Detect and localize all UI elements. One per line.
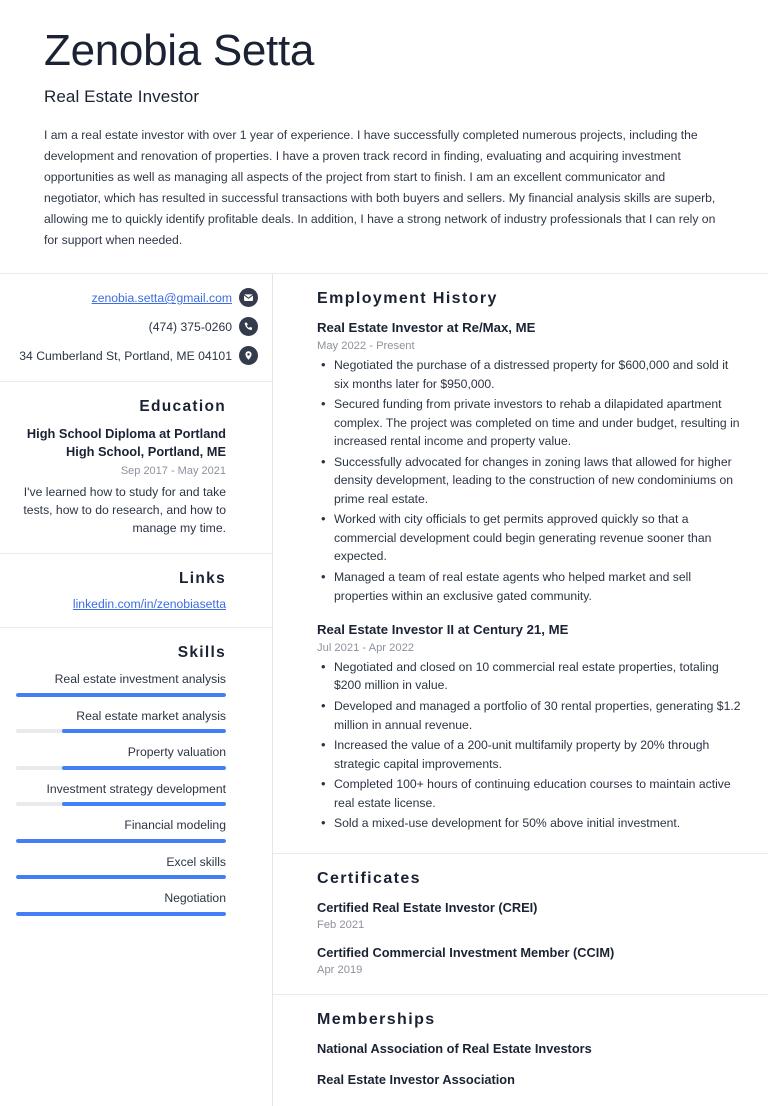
address-text: 34 Cumberland St, Portland, ME 04101: [19, 348, 232, 363]
skill-fill: [16, 693, 226, 697]
education-date: Sep 2017 - May 2021: [120, 464, 226, 477]
memberships-heading: Memberships: [317, 1011, 436, 1029]
skill-fill: [16, 912, 226, 916]
skill-fill: [62, 766, 226, 770]
job-bullet: • Negotiated the purchase of a distressed property for $600,000 and sold it six months later for $950,000.: [317, 356, 746, 393]
job-date: May 2022 - Present: [317, 339, 415, 352]
job-bullet: • Completed 100+ hours of continuing education courses to maintain active real estate license.: [317, 775, 746, 812]
job-bullet: • Negotiated and closed on 10 commercial real estate properties, totaling $200 million in value.: [317, 658, 746, 695]
skill-item: [16, 708, 226, 733]
job-date: Jul 2021 - Apr 2022: [317, 641, 415, 654]
job-bullets: [317, 356, 746, 605]
skill-item: [16, 744, 226, 769]
membership-name: National Association of Real Estate Investors: [317, 1041, 592, 1057]
skill-item: [16, 781, 226, 806]
main-column: [273, 274, 768, 1106]
skill-label: Property valuation: [127, 745, 226, 760]
email-link[interactable]: zenobia.setta@gmail.com: [91, 291, 232, 306]
skill-bar: [16, 693, 226, 697]
skill-fill: [62, 729, 226, 733]
certificates-heading: Certificates: [317, 869, 421, 887]
skill-label: Real estate investment analysis: [54, 672, 226, 687]
skill-label: Excel skills: [166, 854, 226, 869]
skill-bar: [16, 839, 226, 843]
job-bullet: • Worked with city officials to get permits approved quickly so that a commercial development could begin generating revenue sooner than expected.: [317, 510, 746, 566]
skill-bar: [16, 802, 226, 806]
certificate-entry: [317, 899, 746, 931]
certificate-date: Apr 2019: [317, 964, 363, 977]
employment-heading: Employment History: [317, 290, 498, 308]
job-title: Real Estate Investor at Re/Max, ME: [317, 320, 536, 336]
membership-name: Real Estate Investor Association: [317, 1071, 515, 1087]
education-heading: Education: [139, 398, 226, 416]
contact-row-address[interactable]: [16, 346, 258, 366]
job-bullet: • Increased the value of a 200-unit multifamily property by 20% through strategic capital improvements.: [317, 736, 746, 773]
memberships-section: [273, 995, 768, 1106]
skill-fill: [16, 839, 226, 843]
contact-row-phone[interactable]: [16, 317, 258, 337]
skill-bar: [16, 875, 226, 879]
skill-fill: [16, 875, 226, 879]
links-section: [0, 554, 272, 628]
map-pin-icon: [239, 346, 258, 365]
links-heading: Links: [179, 570, 226, 588]
skill-item: [16, 817, 226, 842]
candidate-job-title: Real Estate Investor: [44, 87, 200, 107]
skills-heading: Skills: [177, 644, 226, 662]
skill-item: [16, 671, 226, 696]
skill-fill: [62, 802, 226, 806]
job-bullet: • Managed a team of real estate agents who helped market and sell properties within an exclusive gated community.: [317, 568, 746, 605]
envelope-icon: [239, 288, 258, 307]
job-bullet: • Developed and managed a portfolio of 30 rental properties, generating $1.2 million in annual revenue.: [317, 697, 746, 734]
link-item-linkedin[interactable]: linkedin.com/in/zenobiasetta: [72, 597, 226, 612]
job-bullets: [317, 658, 746, 833]
candidate-name: Zenobia Setta: [44, 26, 315, 75]
job-bullet: • Successfully advocated for changes in zoning laws that allowed for higher density development, leading to the construction of new condominiums on prime real estate.: [317, 453, 746, 509]
resume-body: [0, 274, 768, 1106]
job-bullet: • Secured funding from private investors to rehab a dilapidated apartment complex. The project was completed on time and under budget, resulting in increased rental income and property value.: [317, 395, 746, 451]
job-entry: [317, 319, 746, 605]
job-title: Real Estate Investor II at Century 21, ME: [317, 622, 569, 638]
skill-bar: [16, 912, 226, 916]
education-section: [0, 382, 272, 554]
skills-section: [0, 628, 272, 931]
skill-bar: [16, 729, 226, 733]
job-entry: [317, 621, 746, 833]
professional-summary: I am a real estate investor with over 1 year of experience. I have successfully completed numerous projects, including the development and renovation of properties. I have a proven track record in finding, evaluating and acquiring investment opportunities as well as managing all aspects of the project from start to finish. I am an excellent communicator and negotiator, which has resulted in successful transactions with both buyers and sellers. My financial analysis skills are superb, allowing me to quickly identify profitable deals. In addition, I have a strong network of industry professionals that I can rely on for support when needed.: [44, 128, 716, 248]
skill-item: [16, 890, 226, 915]
education-description: I've learned how to study for and take tests, how to do research, and how to manage my time.: [23, 484, 226, 536]
skill-label: Financial modeling: [124, 818, 226, 833]
certificate-name: Certified Real Estate Investor (CREI): [317, 899, 538, 915]
phone-icon: [239, 317, 258, 336]
contact-section: [0, 274, 272, 382]
certificate-name: Certified Commercial Investment Member (CCIM): [317, 945, 615, 961]
employment-section: [273, 274, 768, 854]
certificates-section: [273, 854, 768, 996]
certificate-date: Feb 2021: [317, 919, 365, 932]
phone-text: (474) 375-0260: [148, 319, 232, 334]
skill-item: [16, 854, 226, 879]
sidebar: [0, 274, 273, 1106]
resume-header: [0, 0, 768, 273]
skill-label: Real estate market analysis: [76, 708, 226, 723]
education-entry: [16, 425, 226, 537]
skill-label: Negotiation: [164, 891, 226, 906]
education-title: High School Diploma at Portland High School, Portland, ME: [26, 426, 226, 460]
skill-bar: [16, 766, 226, 770]
certificate-entry: [317, 944, 746, 976]
skill-label: Investment strategy development: [46, 781, 226, 796]
job-bullet: • Sold a mixed-use development for 50% above initial investment.: [317, 814, 746, 833]
contact-row-email[interactable]: [16, 288, 258, 308]
email-text: [92, 288, 232, 308]
